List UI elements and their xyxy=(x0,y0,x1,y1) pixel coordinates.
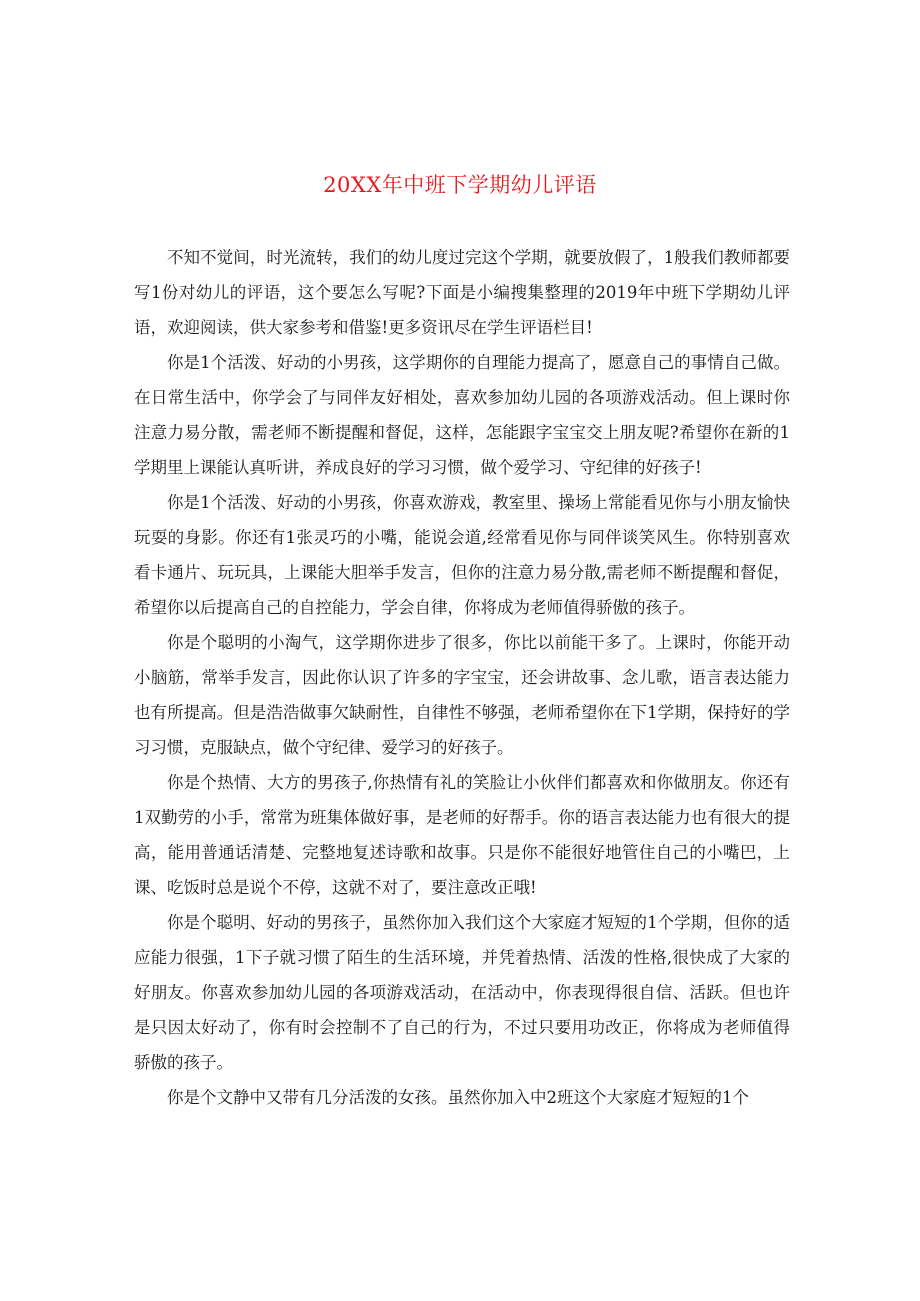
document-body xyxy=(134,240,790,1115)
paragraph-comment-6: 你是个文静中又带有几分活泼的女孩。虽然你加入中2班这个大家庭才短短的1个 xyxy=(167,1088,749,1107)
paragraph-comment-3: 你是个聪明的小淘气，这学期你进步了很多，你比以前能干多了。上课时，你能开动小脑筋，常举手发言，因此你认识了许多的字宝宝，还会讲故事、念儿歌，语言表达能力也有所提高。但是浩浩做事欠缺耐性，自律性不够强，老师希望你在下1学期，保持好的学习习惯，克服缺点，做个守纪律、爱学习的好孩子。 xyxy=(134,633,790,757)
paragraph-comment-4: 你是个热情、大方的男孩子,你热情有礼的笑脸让小伙伴们都喜欢和你做朋友。你还有1双勤劳的小手，常常为班集体做好事，是老师的好帮手。你的语言表达能力也有很大的提高，能用普通话清楚、完整地复述诗歌和故事。只是你不能很好地管住自己的小嘴巴，上课、吃饭时总是说个不停，这就不对了，要注意改正哦! xyxy=(134,773,790,897)
paragraph-comment-5: 你是个聪明、好动的男孩子，虽然你加入我们这个大家庭才短短的1个学期，但你的适应能力很强，1下子就习惯了陌生的生活环境，并凭着热情、活泼的性格,很快成了大家的好朋友。你喜欢参加幼儿园的各项游戏活动，在活动中，你表现得很自信、活跃。但也许是只因太好动了，你有时会控制不了自己的行为，不过只要用功改正，你将成为老师值得骄傲的孩子。 xyxy=(134,913,790,1072)
paragraph-comment-2: 你是1个活泼、好动的小男孩，你喜欢游戏，教室里、操场上常能看见你与小朋友愉快玩耍的身影。你还有1张灵巧的小嘴，能说会道,经常看见你与同伴谈笑风生。你特别喜欢看卡通片、玩玩具，上课能大胆举手发言，但你的注意力易分散,需老师不断提醒和督促，希望你以后提高自己的自控能力，学会自律，你将成为老师值得骄傲的孩子。 xyxy=(134,493,790,617)
paragraph-intro: 不知不觉间，时光流转，我们的幼儿度过完这个学期，就要放假了，1般我们教师都要写1份对幼儿的评语，这个要怎么写呢?下面是小编搜集整理的2019年中班下学期幼儿评语，欢迎阅读，供大家参考和借鉴!更多资讯尽在学生评语栏目! xyxy=(134,248,790,337)
document-title: 20XX年中班下学期幼儿评语 xyxy=(323,173,597,197)
paragraph-comment-1: 你是1个活泼、好动的小男孩，这学期你的自理能力提高了，愿意自己的事情自己做。在日常生活中，你学会了与同伴友好相处，喜欢参加幼儿园的各项游戏活动。但上课时你注意力易分散，需老师不断提醒和督促，这样，怎能跟字宝宝交上朋友呢?希望你在新的1学期里上课能认真听讲，养成良好的学习习惯，做个爱学习、守纪律的好孩子! xyxy=(134,353,790,477)
